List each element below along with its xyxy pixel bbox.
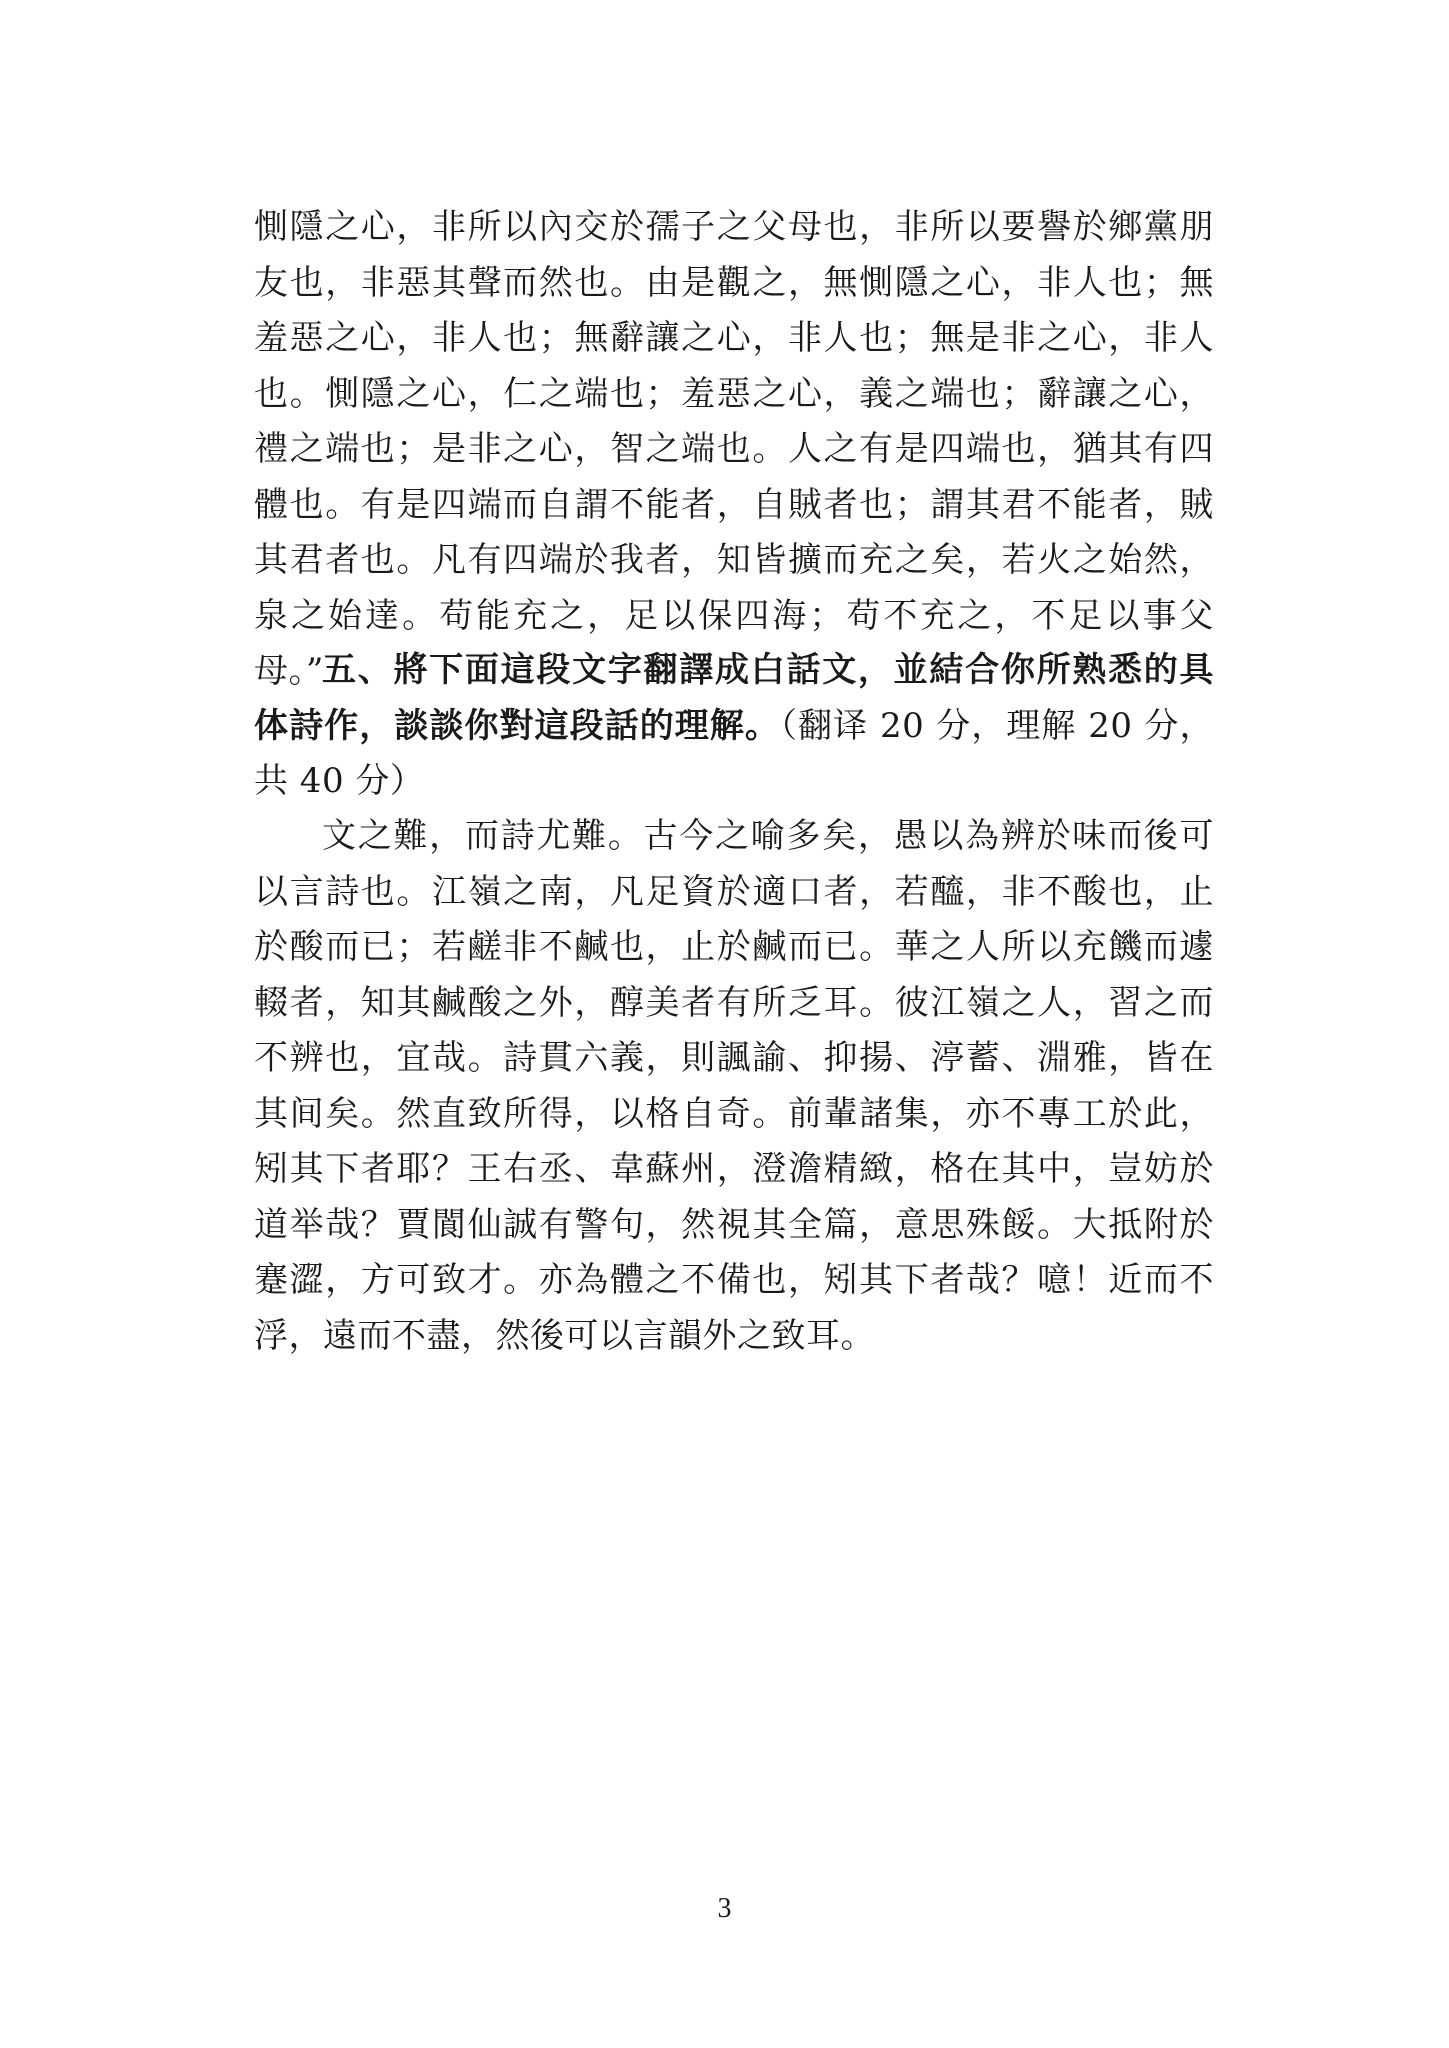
- mencius-passage: 惻隱之心，非所以內交於孺子之父母也，非所以要譽於鄉黨朋友也，非惡其聲而然也。由是觀之，無惻隱之心，非人也；無羞惡之心，非人也；無辭讓之心，非人也；無是非之心，非人也。惻隱之心，仁之端也；羞惡之心，義之端也；辭讓之心，禮之端也；是非之心，智之端也。人之有是四端也，猶其有四體也。有是四端而自謂不能者，自賊者也；謂其君不能者，賊其君者也。凡有四端於我者，知皆擴而充之矣，若火之始然，泉之始達。苟能充之，足以保四海；苟不充之，不足以事父母。”: [254, 207, 1214, 691]
- poetry-essay-passage: 文之難，而詩尤難。古今之喻多矣，愚以為辨於味而後可以言詩也。江嶺之南，凡足資於適口者，若醯，非不酸也，止於酸而已；若鹺非不鹹也，止於鹹而已。華之人所以充饑而遽輟者，知其鹹酸之外，醇美者有所乏耳。彼江嶺之人，習之而不辨也，宜哉。詩貫六義，則諷諭、抑揚、渟蓄、淵雅，皆在其间矣。然直致所得，以格自奇。前輩諸集，亦不專工於此，矧其下者耶？王右丞、韋蘇州，澄澹精緻，格在其中，豈妨於道举哉？賈閬仙誠有警句，然視其全篇，意思殊餒。大抵附於蹇澀，方可致才。亦為體之不備也，矧其下者哉？噫！近而不浮，遠而不盡，然後可以言韻外之致耳。: [254, 816, 1214, 1356]
- question-prompt: 五、將下面這段文字翻譯成白話文，並結合你所熟悉的具体詩作，談談你對這段話的理解。: [254, 650, 1214, 746]
- question-five: [254, 643, 1214, 810]
- question-points: （翻译 20 分，理解 20 分，共 40 分）: [254, 705, 1214, 801]
- page-number: 3: [717, 1893, 732, 1924]
